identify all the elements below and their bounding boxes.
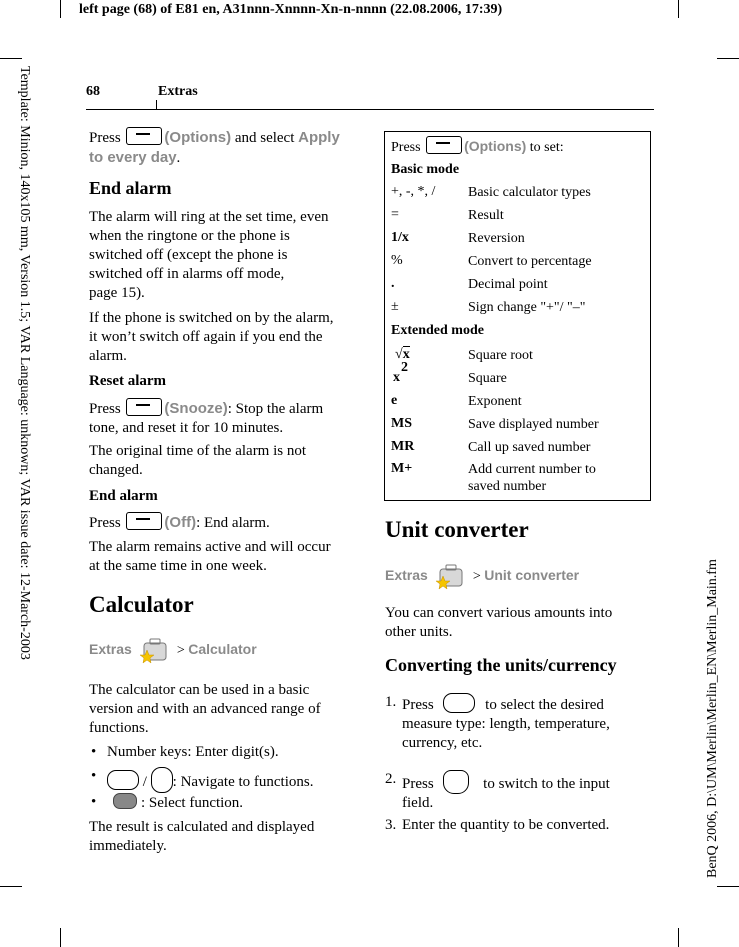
table-intro: Press (Options) to set: bbox=[391, 138, 564, 155]
extended-mode-heading: Extended mode bbox=[391, 323, 484, 338]
extras-icon bbox=[139, 636, 169, 664]
page-number: 68 bbox=[86, 84, 100, 99]
nav-key-horizontal-icon bbox=[107, 770, 139, 790]
options-label: (Options) bbox=[164, 129, 232, 146]
center-key-icon bbox=[113, 793, 137, 809]
reset-alarm-paragraph: Press (Snooze): Stop the alarm tone, and reset it for 10 minutes. bbox=[89, 400, 324, 436]
file-info: BenQ 2006, D:\UM\Merlin\Merlin_EN\Merlin_Main.fm bbox=[705, 559, 720, 878]
soft-key-icon bbox=[126, 398, 162, 416]
calculator-options-table: Press (Options) to set: Basic mode +, -, *, / Basic calculator types = Result 1/x Reversion % Convert to percentage . Decimal point ± Sign change "+"/ "–" Extended mode √x Square root x2 Square e Exponent MS Save displayed number MR Call up saved number M+ Add current number to saved number bbox=[384, 131, 651, 501]
reset-alarm-heading: Reset alarm bbox=[89, 373, 167, 389]
square-root-symbol: √x bbox=[395, 347, 410, 362]
step-2: 2. Press to switch to the input field. bbox=[385, 771, 610, 811]
soft-key-icon bbox=[126, 512, 162, 530]
step-1: 1. Press to select the desired measure type: length, temperature, currency, etc. bbox=[385, 694, 610, 751]
crop-mark bbox=[60, 928, 61, 947]
crop-mark bbox=[60, 0, 61, 18]
result-paragraph: The result is calculated and displayed immediately. bbox=[89, 819, 315, 854]
calculator-label: Calculator bbox=[188, 641, 257, 657]
crop-mark bbox=[678, 928, 679, 947]
converting-heading: Converting the units/currency bbox=[385, 655, 617, 675]
to-every-day-label: to every day bbox=[89, 149, 177, 166]
print-info: left page (68) of E81 en, A31nnn-Xnnnn-Xn-n-nnnn (22.08.2006, 17:39) bbox=[79, 2, 503, 17]
square-symbol: x2 bbox=[393, 360, 408, 385]
template-info: Template: Minion, 140x105 mm, Version 1.5; VAR Language: unknown; VAR issue date: 12-March-2003 bbox=[17, 66, 32, 660]
bullet-navigate: • / : Navigate to functions. bbox=[107, 767, 313, 793]
unit-converter-path: Extras > Unit converter bbox=[385, 562, 579, 590]
reset-original-paragraph: The original time of the alarm is not changed. bbox=[89, 443, 307, 478]
crop-mark bbox=[678, 0, 679, 18]
calculator-description: The calculator can be used in a basic version and with an advanced range of functions. bbox=[89, 682, 321, 736]
bullet-select: • : Select function. bbox=[107, 793, 243, 813]
header-rule-tick bbox=[156, 100, 157, 110]
calculator-heading: Calculator bbox=[89, 592, 194, 617]
end-alarm-press: Press (Off): End alarm. bbox=[89, 514, 270, 531]
basic-mode-heading: Basic mode bbox=[391, 162, 460, 177]
nav-key-down-icon bbox=[443, 770, 469, 794]
end-alarm-subheading: End alarm bbox=[89, 488, 158, 504]
section-title: Extras bbox=[158, 84, 198, 99]
intro-paragraph: Press (Options) and select Apply to every day. bbox=[89, 129, 340, 166]
crop-mark bbox=[0, 58, 22, 59]
unit-converter-description: You can convert various amounts into other units. bbox=[385, 605, 613, 640]
end-alarm-active: The alarm remains active and will occur at the same time in one week. bbox=[89, 539, 331, 574]
unit-converter-heading: Unit converter bbox=[385, 517, 529, 542]
snooze-label: (Snooze) bbox=[164, 400, 228, 417]
header-rule bbox=[86, 109, 654, 110]
crop-mark bbox=[717, 58, 739, 59]
nav-key-vertical-icon bbox=[151, 767, 173, 793]
crop-mark bbox=[717, 886, 739, 887]
extras-label: Extras bbox=[385, 567, 428, 583]
options-label: (Options) bbox=[464, 138, 527, 154]
end-alarm-paragraph: The alarm will ring at the set time, even when the ringtone or the phone is switched off (except the phone is switched off in alarms off mode, page 15). bbox=[89, 209, 329, 301]
extras-icon bbox=[435, 562, 465, 590]
soft-key-icon bbox=[426, 136, 462, 154]
end-alarm-paragraph-2: If the phone is switched on by the alarm, it won’t switch off again if you end the alarm. bbox=[89, 310, 334, 364]
crop-mark bbox=[0, 886, 22, 887]
end-alarm-heading: End alarm bbox=[89, 178, 172, 198]
calculator-path: Extras > Calculator bbox=[89, 636, 257, 664]
off-label: (Off) bbox=[164, 514, 197, 531]
soft-key-icon bbox=[126, 127, 162, 145]
nav-key-horizontal-icon bbox=[443, 693, 475, 713]
bullet-number-keys: • Number keys: Enter digit(s). bbox=[107, 743, 279, 762]
apply-label: Apply bbox=[298, 129, 340, 146]
extras-label: Extras bbox=[89, 641, 132, 657]
step-3: 3. Enter the quantity to be converted. bbox=[385, 817, 610, 833]
unit-converter-label: Unit converter bbox=[484, 567, 580, 583]
